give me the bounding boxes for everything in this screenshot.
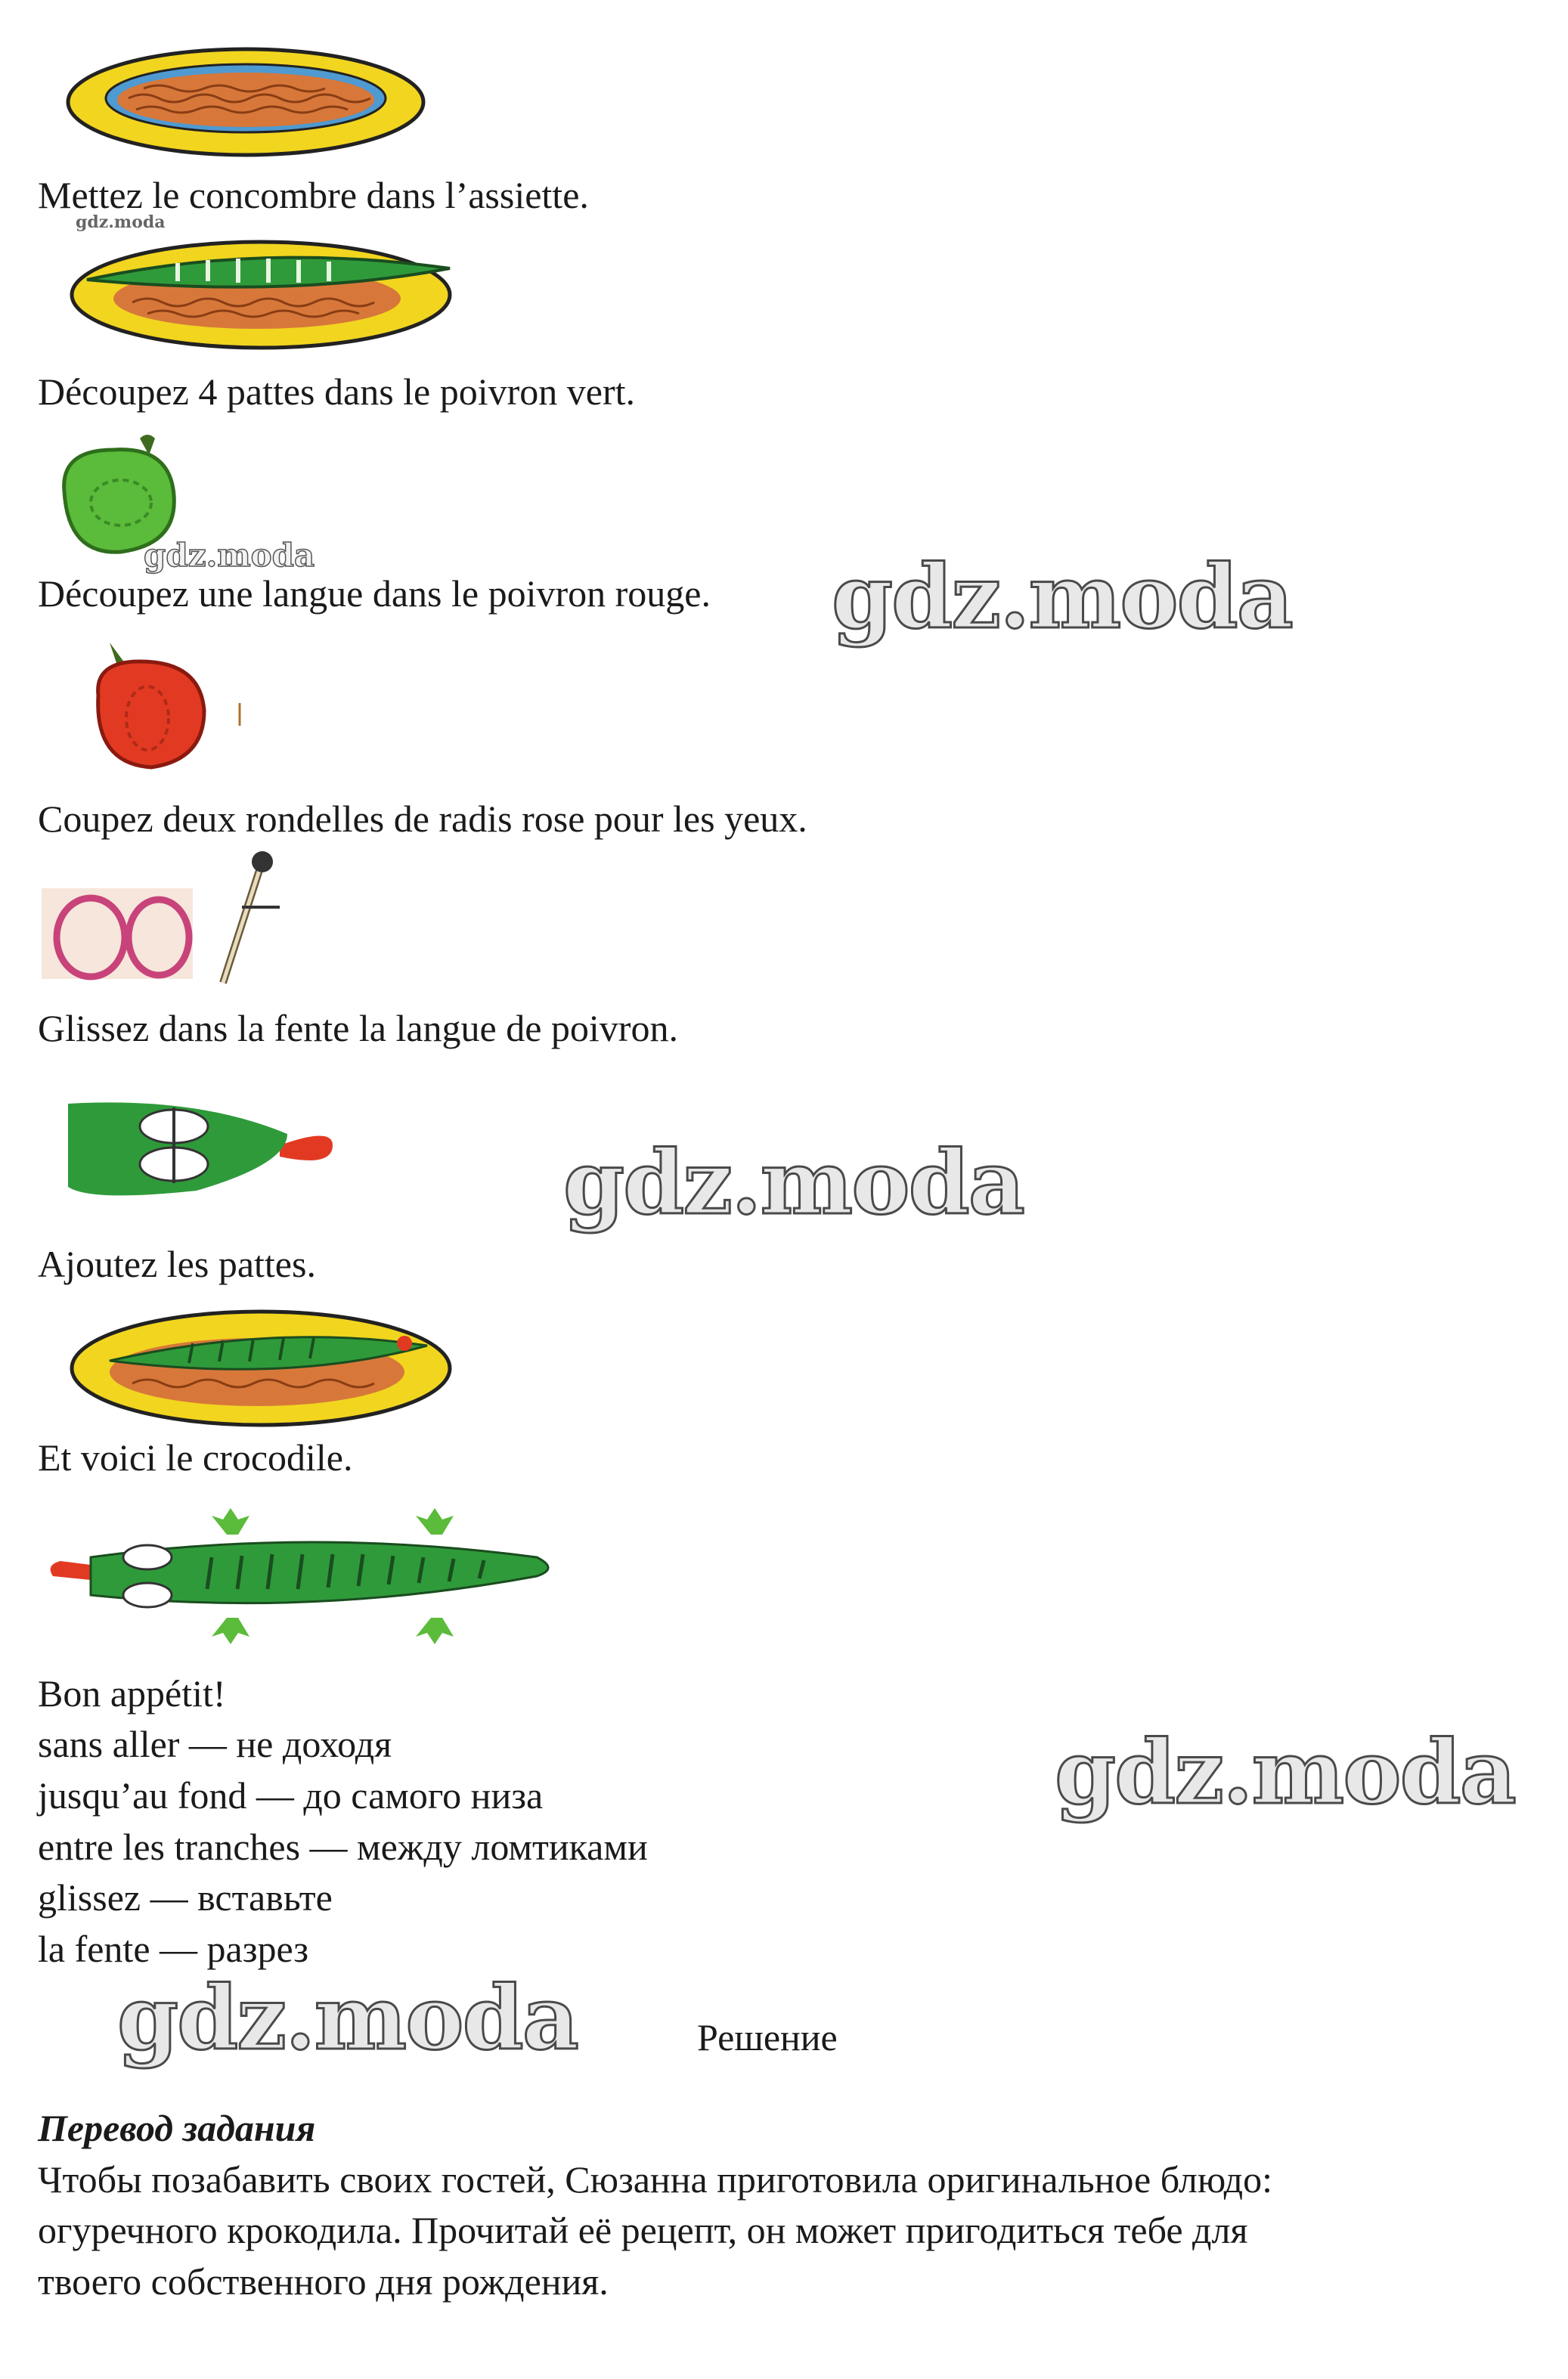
crocodile-head-image xyxy=(60,1081,340,1210)
step-6: Ajoutez les pattes. xyxy=(38,1243,316,1285)
step-3: Découpez une langue dans le poivron rouge. xyxy=(38,572,711,615)
vocab-2: jusqu’au fond — до самого низа xyxy=(38,1774,544,1817)
step-1: Mettez le concombre dans l’assiette. xyxy=(38,174,589,216)
crocodile-image xyxy=(45,1504,559,1656)
watermark-1: gdz.moda xyxy=(832,546,1292,649)
step-5: Glissez dans la fente la langue de poivron. xyxy=(38,1007,678,1049)
plate-cucumber-image xyxy=(64,227,465,355)
watermark-2: gdz.moda xyxy=(563,1132,1024,1234)
watermark-tiny: gdz.moda xyxy=(76,212,166,232)
step-2: Découpez 4 pattes dans le poivron vert. xyxy=(38,370,636,413)
watermark-4: gdz.moda xyxy=(117,1967,578,2070)
step-8: Bon appétit! xyxy=(38,1672,226,1715)
translation-heading: Перевод задания xyxy=(38,2107,316,2149)
translation-line-2: огуречного крокодила. Прочитай её рецепт, он может пригодиться тебе для xyxy=(38,2209,1248,2251)
radish-rounds-image xyxy=(42,847,291,998)
plate-crocodile-image xyxy=(64,1296,465,1433)
red-pepper-image xyxy=(79,643,253,779)
vocab-5: la fente — разрез xyxy=(38,1928,309,1970)
translation-line-1: Чтобы позабавить своих гостей, Сюзанна приготовила оригинальное блюдо: xyxy=(38,2158,1272,2201)
translation-line-3: твоего собственного дня рождения. xyxy=(38,2260,609,2303)
step-7: Et voici le crocodile. xyxy=(38,1436,353,1479)
vocab-3: entre les tranches — между ломтиками xyxy=(38,1826,648,1868)
solution-label: Решение xyxy=(697,2016,838,2058)
plate-carrot-image xyxy=(60,38,431,166)
step-4: Coupez deux rondelles de radis rose pour les yeux. xyxy=(38,798,807,840)
vocab-1: sans aller — не доходя xyxy=(38,1723,392,1765)
watermark-3: gdz.moda xyxy=(1055,1721,1515,1824)
watermark-small: gdz.moda xyxy=(144,537,315,574)
vocab-4: glissez — вставьте xyxy=(38,1876,333,1919)
